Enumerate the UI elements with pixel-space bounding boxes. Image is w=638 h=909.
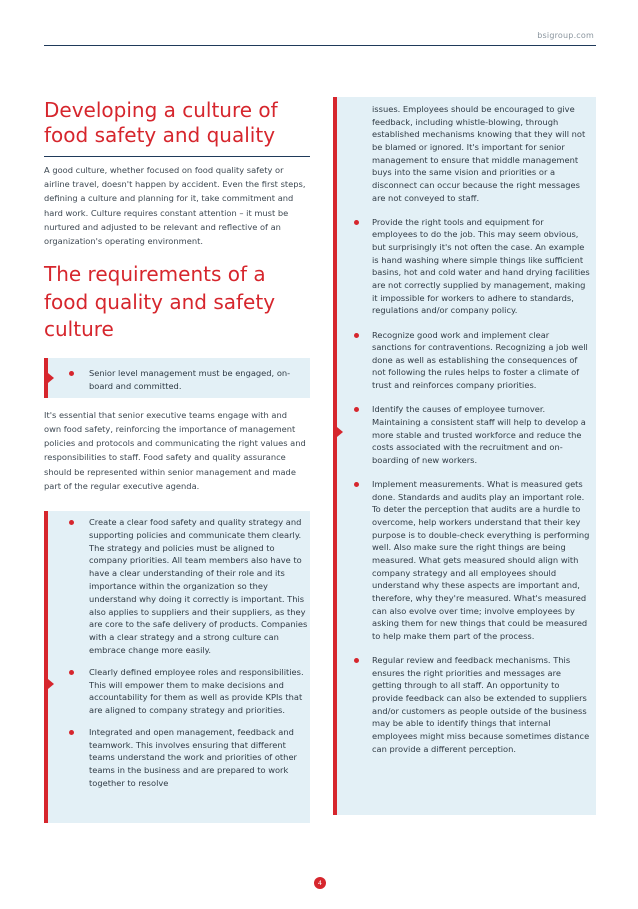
list-item bbox=[333, 216, 596, 317]
bullet-dot-icon bbox=[354, 220, 359, 225]
bullet-dot-icon bbox=[69, 371, 74, 376]
callout-list bbox=[44, 367, 310, 393]
requirements-list-continued bbox=[333, 97, 596, 755]
section-heading-culture: Developing a culture of food safety and quality bbox=[44, 98, 278, 147]
list-item-text: Implement measurements. What is measured gets done. Standards and audits play an important role. To deter the perception that audits are a hurdle to overcome, help workers understand that their key purpose is to double-check everything is performing well. Also make sure the right things are being measured. What gets measured should align with company strategy and all employees should understand why these aspects are important and, therefore, why they're measured. What's measured can also evolve over time; involve employees by asking them for new things that could be measured to help make them part of the process. bbox=[372, 479, 590, 641]
list-item bbox=[333, 329, 596, 392]
callout-senior-management bbox=[44, 358, 310, 398]
list-item-text: Clearly defined employee roles and responsibilities. This will empower them to make decisions and accountability for them as well as provide KPIs that are aligned to company strategy and priorities. bbox=[89, 666, 304, 716]
requirements-list bbox=[44, 516, 310, 790]
list-item bbox=[44, 367, 310, 393]
intro-paragraph: A good culture, whether focused on food quality safety or airline travel, doesn't happen by accident. Even the first steps, defining a culture and planning for it, take commitment and hard work. Culture requires constant attention – it must be nurtured and adjusted to be relevant and reflective of an organization's operating environment. bbox=[44, 165, 306, 247]
list-item-text: issues. Employees should be encouraged to give feedback, including whistle-blowing, through established mechanisms knowing that they will not be blamed or ignored. It's important for senior management to ensure that middle management buys into the same vision and priorities or a disconnect can occur because the right messages are not conveyed to staff. bbox=[372, 104, 586, 203]
list-item bbox=[44, 516, 310, 657]
header-rule bbox=[44, 45, 596, 46]
section-heading-requirements: The requirements of a food quality and safety culture bbox=[44, 262, 276, 342]
body-paragraph: It's essential that senior executive teams engage with and own food safety, reinforcing the importance of management policies and protocols and communicating the right values and responsibilities to staff. Food safety and quality assurance should be represented within senior management and made part of the regular executive agenda. bbox=[44, 409, 306, 491]
bullet-dot-icon bbox=[69, 730, 74, 735]
list-item bbox=[333, 403, 596, 466]
bullet-dot-icon bbox=[354, 407, 359, 412]
list-item bbox=[44, 666, 310, 717]
list-item-text: Regular review and feedback mechanisms. This ensures the right priorities and messages are getting through to all staff. An opportunity to provide feedback can also be extended to suppliers and/or customers as people outside of the business may be able to identify things that internal employees might miss because sometimes distance can provide a different perception. bbox=[372, 655, 590, 754]
bullet-dot-icon bbox=[354, 482, 359, 487]
list-item-text: Identify the causes of employee turnover. Maintaining a consistent staff will help to develop a more stable and trusted workforce and reduce the costs associated with the recruitment and on-boarding of new workers. bbox=[372, 404, 586, 465]
heading-rule bbox=[44, 156, 310, 157]
bullet-dot-icon bbox=[69, 520, 74, 525]
page-number-badge: 4 bbox=[314, 877, 326, 889]
list-item bbox=[333, 478, 596, 643]
list-item bbox=[333, 654, 596, 755]
bullet-dot-icon bbox=[354, 658, 359, 663]
site-url[interactable]: bsigroup.com bbox=[537, 31, 594, 40]
list-item-text: Senior level management must be engaged, on-board and committed. bbox=[89, 367, 291, 391]
list-item bbox=[44, 726, 310, 790]
list-item-text: Recognize good work and implement clear sanctions for contraventions. Recognizing a job well done as well as establishing the consequences of not following the rules helps to foster a climate of trust and reinforces company priorities. bbox=[372, 329, 588, 391]
list-item-continuation bbox=[333, 103, 596, 204]
left-column bbox=[44, 98, 310, 823]
bullet-dot-icon bbox=[354, 333, 359, 338]
bullet-dot-icon bbox=[69, 670, 74, 675]
list-item-text: Integrated and open management, feedback and teamwork. This involves ensuring that different teams understand the work and priorities of other teams in the business and are prepared to work together to resolve bbox=[89, 726, 297, 789]
list-item-text: Provide the right tools and equipment for employees to do the job. This may seem obvious, but surprisingly it's not often the case. An example is hand washing where simple things like sufficient basins, hot and cold water and hand drying facilities are not correctly supplied by management, making it impossible for workers to adhere to standards, regulations and/or company policy. bbox=[372, 216, 590, 316]
callout-requirements-list bbox=[44, 511, 310, 823]
list-item-text: Create a clear food safety and quality strategy and supporting policies and communicate them clearly. The strategy and policies must be aligned to company priorities. All team members also have to have a clear understanding of their role and its importance within the organization so they understand why doing it correctly is important. This also applies to suppliers and their suppliers, as they are core to the safe delivery of products. Companies with a clear strategy and a strong culture can embrace change more easily. bbox=[89, 516, 308, 655]
right-column-panel bbox=[333, 97, 596, 815]
